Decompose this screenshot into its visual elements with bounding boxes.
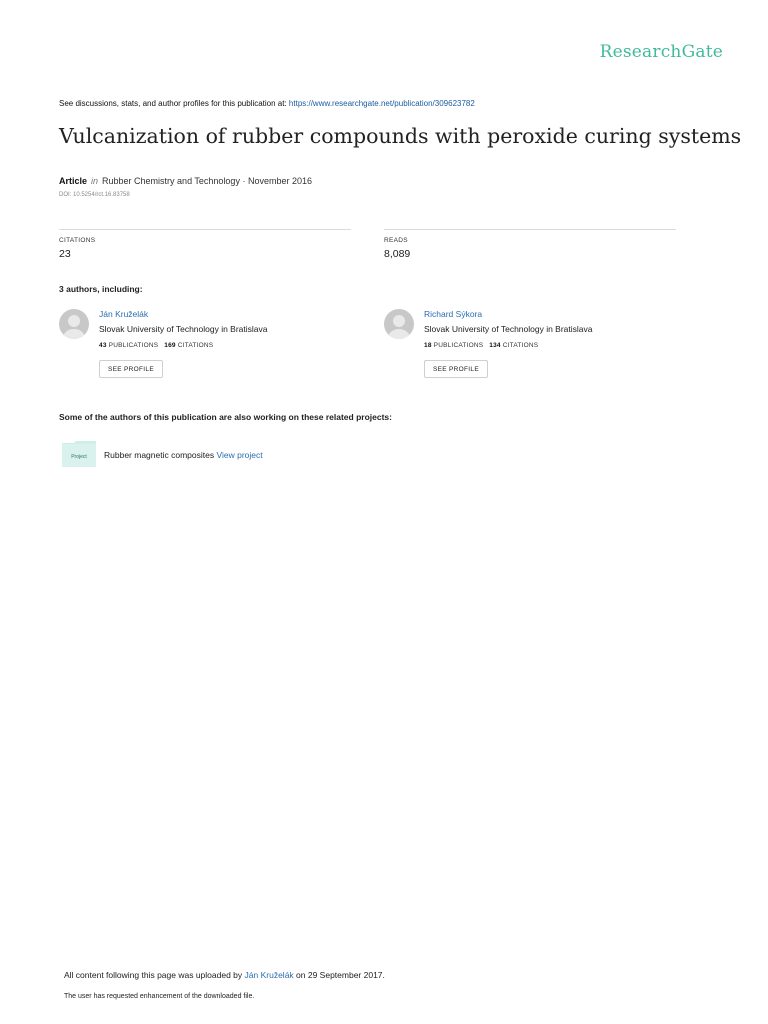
publications-count: 18 — [424, 342, 432, 349]
discussion-line — [59, 99, 475, 108]
project-line — [104, 450, 263, 460]
author-name-link[interactable]: Ján Kruželák — [99, 309, 149, 319]
project-icon-label: Project — [71, 454, 87, 460]
see-profile-button[interactable]: SEE PROFILE — [424, 360, 488, 378]
author-citations-count: 169 — [164, 342, 176, 349]
reads-divider — [384, 229, 676, 230]
author-citations-count: 134 — [489, 342, 501, 349]
view-project-link[interactable]: View project — [216, 450, 263, 460]
in-word: in — [91, 176, 99, 186]
publications-label: PUBLICATIONS — [108, 342, 159, 349]
publications-label: PUBLICATIONS — [433, 342, 484, 349]
doi: DOI: 10.5254/rct.16.83758 — [59, 192, 130, 198]
related-projects-heading: Some of the authors of this publication are also working on these related projects: — [59, 412, 392, 422]
project-name: Rubber magnetic composites — [104, 450, 215, 460]
reads-value: 8,089 — [384, 248, 411, 260]
citations-value: 23 — [59, 248, 71, 260]
avatar-icon[interactable] — [59, 309, 89, 339]
researchgate-logo[interactable]: ResearchGate — [599, 42, 723, 62]
citations-label: CITATIONS — [59, 237, 96, 244]
uploaded-suffix: on 29 September 2017. — [296, 970, 385, 980]
requested-notice: The user has requested enhancement of the downloaded file. — [64, 993, 255, 1000]
author-name-link[interactable]: Richard Sýkora — [424, 309, 483, 319]
reads-label: READS — [384, 237, 408, 244]
journal-date: Rubber Chemistry and Technology · November 2016 — [102, 176, 312, 186]
citations-divider — [59, 229, 351, 230]
see-profile-button[interactable]: SEE PROFILE — [99, 360, 163, 378]
publication-url-link[interactable]: https://www.researchgate.net/publication/309623782 — [288, 99, 475, 108]
publication-type: Article — [59, 176, 88, 186]
author-stats — [99, 342, 213, 349]
avatar-icon[interactable] — [384, 309, 414, 339]
upload-notice — [64, 970, 385, 980]
discussion-text: See discussions, stats, and author profiles for this publication at: — [59, 99, 287, 108]
author-citations-label: CITATIONS — [177, 342, 214, 349]
project-folder-icon[interactable] — [62, 441, 96, 467]
author-affiliation: Slovak University of Technology in Bratislava — [424, 324, 593, 334]
publication-title: Vulcanization of rubber compounds with peroxide curing systems — [59, 124, 742, 148]
uploaded-prefix: All content following this page was uploaded by — [64, 970, 243, 980]
author-stats — [424, 342, 538, 349]
authors-heading: 3 authors, including: — [59, 284, 143, 294]
publication-meta — [59, 176, 312, 186]
publications-count: 43 — [99, 342, 107, 349]
author-citations-label: CITATIONS — [502, 342, 539, 349]
author-affiliation: Slovak University of Technology in Bratislava — [99, 324, 268, 334]
uploader-link[interactable]: Ján Kruželák — [244, 970, 294, 980]
